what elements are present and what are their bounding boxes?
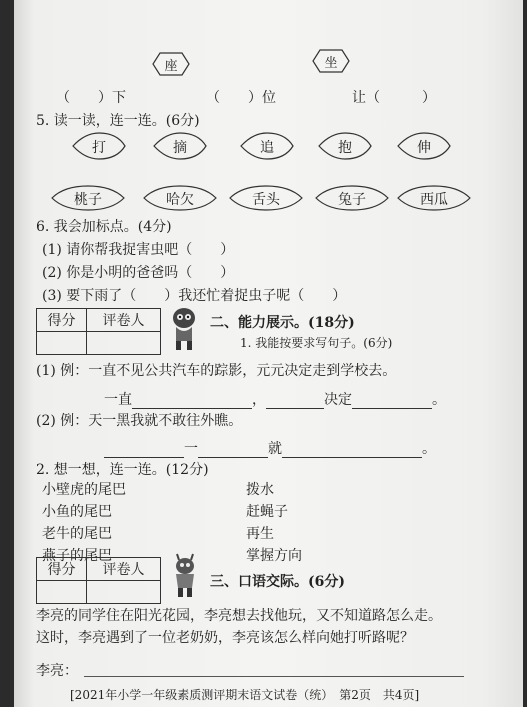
noun-leaf-2	[142, 184, 218, 212]
q6-item-3: (3) 要下雨了（ ）我还忙着捉虫子呢（ ）	[42, 288, 347, 304]
noun-label: 舌头	[252, 192, 280, 208]
q6-title: 6. 我会加标点。(4分)	[36, 219, 172, 235]
noun-label: 桃子	[74, 192, 102, 208]
left-item-3: 老牛的尾巴	[42, 526, 112, 542]
example-2: (2) 例：天一黑我就不敢往外瞧。	[36, 413, 243, 429]
verb-leaf-1	[71, 132, 127, 160]
section3-heading: 三、口语交际。(6分)	[210, 574, 345, 590]
verb-label: 摘	[173, 140, 187, 156]
section3-paragraph-2: 这时，李亮遇到了一位老奶奶，李亮该怎么样向她打听路呢？	[36, 630, 414, 646]
verb-label: 抱	[338, 140, 352, 156]
score-cell[interactable]	[37, 332, 87, 355]
noun-leaf-3	[228, 184, 304, 212]
score-label: 得分	[37, 558, 87, 581]
verb-leaf-5	[396, 132, 452, 160]
score-table-section3	[36, 557, 161, 604]
verb-leaf-3	[239, 132, 295, 160]
reviewer-label: 评卷人	[86, 558, 160, 581]
verb-leaf-2	[152, 132, 208, 160]
cartoon-cat-mascot-icon	[166, 305, 202, 351]
left-item-4: 燕子的尾巴	[42, 548, 112, 564]
q4-line-c: 让（ ）	[352, 90, 436, 106]
hex-char-zuo-sit: 坐	[312, 49, 350, 73]
score-cell[interactable]	[37, 581, 87, 604]
section3-paragraph-1: 李亮的同学住在阳光花园，李亮想去找他玩，又不知道路怎么走。	[36, 608, 442, 624]
noun-leaf-5	[396, 184, 472, 212]
exam-paper	[14, 0, 523, 707]
q6-item-1: (1) 请你帮我捉害虫吧（ ）	[42, 242, 235, 258]
verb-label: 伸	[417, 140, 431, 156]
answer-line[interactable]	[84, 676, 464, 677]
example-1: (1) 例：一直不见公共汽车的踪影，元元决定走到学校去。	[36, 363, 397, 379]
noun-leaf-1	[50, 184, 126, 212]
reviewer-cell[interactable]	[86, 581, 160, 604]
left-item-1: 小壁虎的尾巴	[42, 482, 126, 498]
verb-label: 打	[92, 140, 106, 156]
hex-char-zuo-seat: 座	[152, 52, 190, 76]
score-label: 得分	[37, 309, 87, 332]
right-item-1: 拨水	[246, 482, 274, 498]
verb-label: 追	[260, 140, 274, 156]
noun-label: 西瓜	[420, 192, 448, 208]
q5-title: 5. 读一读，连一连。(6分)	[36, 113, 200, 129]
page-footer: [2021年小学一年级素质测评期末语文试卷（统） 第2页 共4页]	[70, 688, 420, 702]
cartoon-deer-mascot-icon	[167, 552, 203, 598]
reviewer-label: 评卷人	[86, 309, 160, 332]
right-item-2: 赶蝇子	[246, 504, 288, 520]
q2-title: 2. 想一想，连一连。(12分)	[36, 462, 209, 478]
q4-line-b: （ ）位	[206, 90, 276, 106]
reviewer-cell[interactable]	[86, 332, 160, 355]
noun-label: 哈欠	[166, 192, 194, 208]
score-table-section2	[36, 308, 161, 355]
section2-heading: 二、能力展示。(18分)	[210, 315, 355, 331]
answer-label: 李亮：	[36, 663, 78, 679]
section2-subheading: 1. 我能按要求写句子。(6分)	[240, 336, 393, 350]
verb-leaf-4	[317, 132, 373, 160]
right-item-4: 掌握方向	[246, 548, 302, 564]
noun-leaf-4	[314, 184, 390, 212]
noun-label: 兔子	[338, 192, 366, 208]
example-2-answer: 一 就 。	[104, 438, 436, 458]
example-1-answer: 一直 ， 决定 。	[104, 392, 446, 408]
q6-item-2: (2) 你是小明的爸爸吗（ ）	[42, 265, 235, 281]
right-item-3: 再生	[246, 526, 274, 542]
left-item-2: 小鱼的尾巴	[42, 504, 112, 520]
q4-line-a: （ ）下	[56, 90, 126, 106]
